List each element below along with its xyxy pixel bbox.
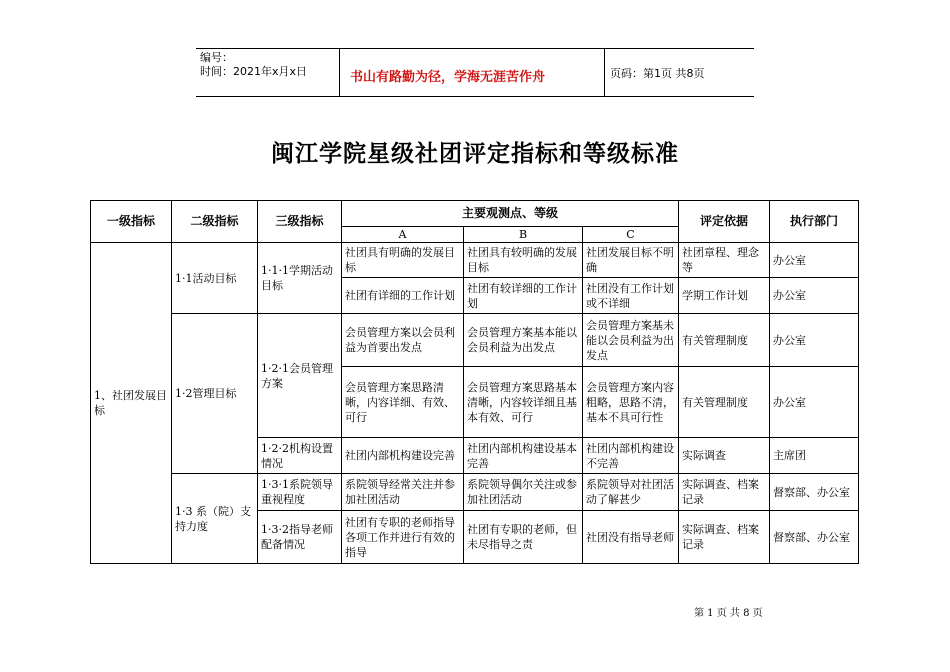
grade-a-cell: 社团内部机构建设完善 — [342, 438, 464, 474]
grade-c-cell: 社团发展目标不明确 — [583, 243, 679, 278]
rating-table — [90, 200, 859, 564]
grade-b-cell: 社团有较详细的工作计划 — [464, 278, 583, 314]
level3-cell-leadership: 1·3·1系院领导重视程度 — [258, 474, 342, 511]
grade-c-cell: 社团没有指导老师 — [583, 511, 679, 564]
header-top-line — [196, 48, 754, 49]
header-grade-a: A — [342, 227, 464, 243]
grade-a-cell: 社团有专职的老师指导各项工作并进行有效的指导 — [342, 511, 464, 564]
header-dept: 执行部门 — [770, 201, 859, 243]
header-motto: 书山有路勤为径，学海无涯苦作舟 — [350, 70, 546, 85]
level3-cell-plan: 1·1·1学期活动目标 — [258, 243, 342, 314]
header-level2: 二级指标 — [172, 201, 258, 243]
level3-cell-advisor: 1·3·2指导老师配备情况 — [258, 511, 342, 564]
basis-cell: 实际调查、档案记录 — [679, 474, 770, 511]
grade-b-cell: 系院领导偶尔关注或参加社团活动 — [464, 474, 583, 511]
header-grade-b: B — [464, 227, 583, 243]
header-bottom-line — [196, 96, 754, 97]
dept-cell: 办公室 — [770, 314, 859, 367]
grade-a-cell: 社团有详细的工作计划 — [342, 278, 464, 314]
level3-cell-member-plan: 1·2·1会员管理方案 — [258, 314, 342, 438]
header-observe: 主要观测点、等级 — [342, 201, 679, 227]
page-title: 闽江学院星级社团评定指标和等级标准 — [271, 140, 679, 167]
header-page-label: 页码：第1页 共8页 — [610, 67, 705, 80]
grade-b-cell: 社团内部机构建设基本完善 — [464, 438, 583, 474]
level2-cell-management: 1·2管理目标 — [172, 314, 258, 474]
header-basis: 评定依据 — [679, 201, 770, 243]
grade-c-cell: 会员管理方案基未能以会员利益为出发点 — [583, 314, 679, 367]
page-footer: 第 1 页 共 8 页 — [694, 608, 763, 619]
header-grade-c: C — [583, 227, 679, 243]
level2-cell-support: 1·3 系（院）支持力度 — [172, 474, 258, 564]
header-divider-1 — [339, 48, 340, 96]
basis-cell: 有关管理制度 — [679, 367, 770, 438]
header-level3: 三级指标 — [258, 201, 342, 243]
grade-b-cell: 会员管理方案思路基本清晰，内容较详细且基本有效、可行 — [464, 367, 583, 438]
basis-cell: 实际调查 — [679, 438, 770, 474]
grade-a-cell: 会员管理方案思路清晰，内容详细、有效、可行 — [342, 367, 464, 438]
level2-cell-goal: 1·1活动目标 — [172, 243, 258, 314]
basis-cell: 实际调查、档案记录 — [679, 511, 770, 564]
header-level1: 一级指标 — [91, 201, 172, 243]
basis-cell: 社团章程、理念等 — [679, 243, 770, 278]
grade-a-cell: 社团具有明确的发展目标 — [342, 243, 464, 278]
dept-cell: 督察部、办公室 — [770, 474, 859, 511]
dept-cell: 办公室 — [770, 278, 859, 314]
dept-cell: 督察部、办公室 — [770, 511, 859, 564]
dept-cell: 办公室 — [770, 243, 859, 278]
grade-c-cell: 会员管理方案内容粗略，思路不清，基本不具可行性 — [583, 367, 679, 438]
grade-c-cell: 系院领导对社团活动了解甚少 — [583, 474, 679, 511]
grade-c-cell: 社团内部机构建设不完善 — [583, 438, 679, 474]
level1-cell: 1、社团发展目标 — [91, 243, 172, 564]
grade-b-cell: 社团有专职的老师，但未尽指导之责 — [464, 511, 583, 564]
grade-c-cell: 社团没有工作计划或不详细 — [583, 278, 679, 314]
dept-cell: 主席团 — [770, 438, 859, 474]
grade-a-cell: 会员管理方案以会员利益为首要出发点 — [342, 314, 464, 367]
document-time-label: 时间：2021年x月x日 — [200, 65, 308, 78]
level3-cell-structure: 1·2·2机构设置情况 — [258, 438, 342, 474]
grade-b-cell: 会员管理方案基本能以会员利益为出发点 — [464, 314, 583, 367]
header-divider-2 — [604, 48, 605, 96]
dept-cell: 办公室 — [770, 367, 859, 438]
basis-cell: 有关管理制度 — [679, 314, 770, 367]
basis-cell: 学期工作计划 — [679, 278, 770, 314]
grade-b-cell: 社团具有较明确的发展目标 — [464, 243, 583, 278]
grade-a-cell: 系院领导经常关注并参加社团活动 — [342, 474, 464, 511]
document-number-label: 编号： — [200, 51, 233, 64]
